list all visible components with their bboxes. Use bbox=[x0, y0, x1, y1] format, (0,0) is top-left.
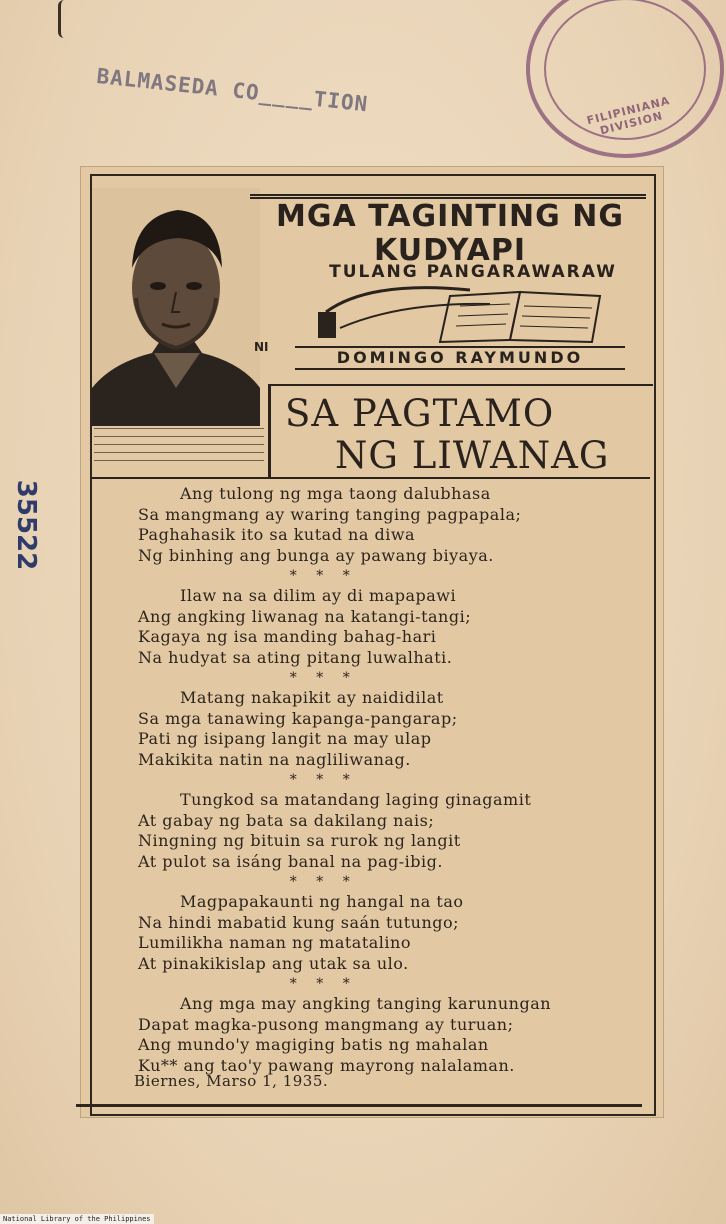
clipping-bottom-rule bbox=[76, 1104, 642, 1107]
poem-line: Makikita natin na nagliliwanag. bbox=[138, 749, 411, 769]
poem-line: Sa mga tanawing kapanga-pangarap; bbox=[138, 708, 458, 728]
division-seal-text: FILIPINIANA DIVISION bbox=[585, 94, 672, 138]
pen-mark bbox=[58, 0, 75, 38]
poem-line: Ang tulong ng mga taong dalubhasa bbox=[180, 484, 491, 503]
column-subtitle: TULANG PANGARAWARAW bbox=[329, 262, 617, 282]
publication-date: Biernes, Marso 1, 1935. bbox=[134, 1072, 329, 1090]
author-name: DOMINGO RAYMUNDO bbox=[295, 346, 625, 370]
poem-line: Pati ng isipang langit na may ulap bbox=[138, 729, 432, 748]
poem-body bbox=[120, 484, 620, 1076]
poem-line: Paghahasik ito sa kutad na diwa bbox=[138, 525, 416, 544]
poem-title bbox=[268, 384, 653, 478]
poem-line: Ang mundo'y magiging batis ng mahalan bbox=[138, 1035, 489, 1054]
library-credit: National Library of the Philippines bbox=[0, 1214, 154, 1224]
stanza-separator: * * * bbox=[289, 568, 351, 584]
stanza bbox=[120, 994, 620, 1076]
poem-line: Na hindi mabatid kung saán tutungo; bbox=[138, 912, 460, 932]
poem-title-line1: SA PAGTAMO bbox=[285, 392, 555, 435]
stanza bbox=[120, 484, 620, 566]
poem-title-line2: NG LIWANAG bbox=[335, 434, 610, 477]
collection-stamp-text: BALMASEDA CO____TION bbox=[95, 64, 370, 117]
column-title bbox=[250, 200, 650, 268]
poem-line: Tungkod sa matandang laging ginagamit bbox=[180, 790, 532, 809]
stanza bbox=[120, 586, 620, 668]
stanza-separator: * * * bbox=[289, 976, 351, 992]
poem-line: At pulot sa isáng banal na pag-ibig. bbox=[138, 851, 443, 871]
stanza-separator: * * * bbox=[289, 670, 351, 686]
poem-line: Lumilikha naman ng matatalino bbox=[138, 933, 411, 952]
stanza bbox=[120, 688, 620, 770]
division-seal-stamp bbox=[526, 0, 724, 158]
byline-prefix: NI bbox=[254, 340, 269, 354]
stanza bbox=[120, 790, 620, 872]
header-bottom-rule bbox=[92, 477, 650, 479]
poem-line: Ku** ang tao'y pawang mayrong nalalaman. bbox=[138, 1055, 515, 1075]
stanza-separator: * * * bbox=[289, 772, 351, 788]
poem-line: Na hudyat sa ating pitang luwalhati. bbox=[138, 647, 453, 667]
poem-line: Kagaya ng isa manding bahag-hari bbox=[138, 627, 437, 646]
poem-line: Dapat magka-pusong mangmang ay turuan; bbox=[138, 1014, 514, 1034]
accession-number bbox=[6, 455, 46, 605]
poem-line: Matang nakapikit ay naididilat bbox=[180, 688, 444, 707]
column-title-line1: MGA TAGINTING NG bbox=[276, 199, 624, 234]
poem-line: Ningning ng bituin sa rurok ng langit bbox=[138, 831, 461, 850]
poem-line: Ng binhing ang bunga ay pawang biyaya. bbox=[138, 545, 494, 565]
author-portrait bbox=[92, 188, 260, 426]
accession-number-text: 35522 bbox=[11, 479, 41, 571]
column-title-line2: KUDYAPI bbox=[373, 233, 527, 268]
faded-text-lines bbox=[94, 428, 264, 476]
poem-line: At gabay ng bata sa dakilang nais; bbox=[138, 810, 435, 830]
poem-line: At pinakikislap ang utak sa ulo. bbox=[138, 953, 409, 973]
poem-line: Ang angking liwanag na katangi-tangi; bbox=[138, 606, 472, 626]
poem-line: Ilaw na sa dilim ay di mapapawi bbox=[180, 586, 457, 605]
poem-line: Magpapakaunti ng hangal na tao bbox=[180, 892, 464, 911]
column-masthead bbox=[250, 190, 650, 370]
stanza-separator: * * * bbox=[289, 874, 351, 890]
collection-stamp bbox=[90, 64, 427, 178]
poem-line: Ang mga may angking tanging karunungan bbox=[180, 994, 552, 1013]
author-portrait-image bbox=[92, 188, 260, 426]
stanza bbox=[120, 892, 620, 974]
poem-line: Sa mangmang ay waring tanging pagpapala; bbox=[138, 504, 522, 524]
quill-and-book-icon bbox=[310, 282, 610, 346]
